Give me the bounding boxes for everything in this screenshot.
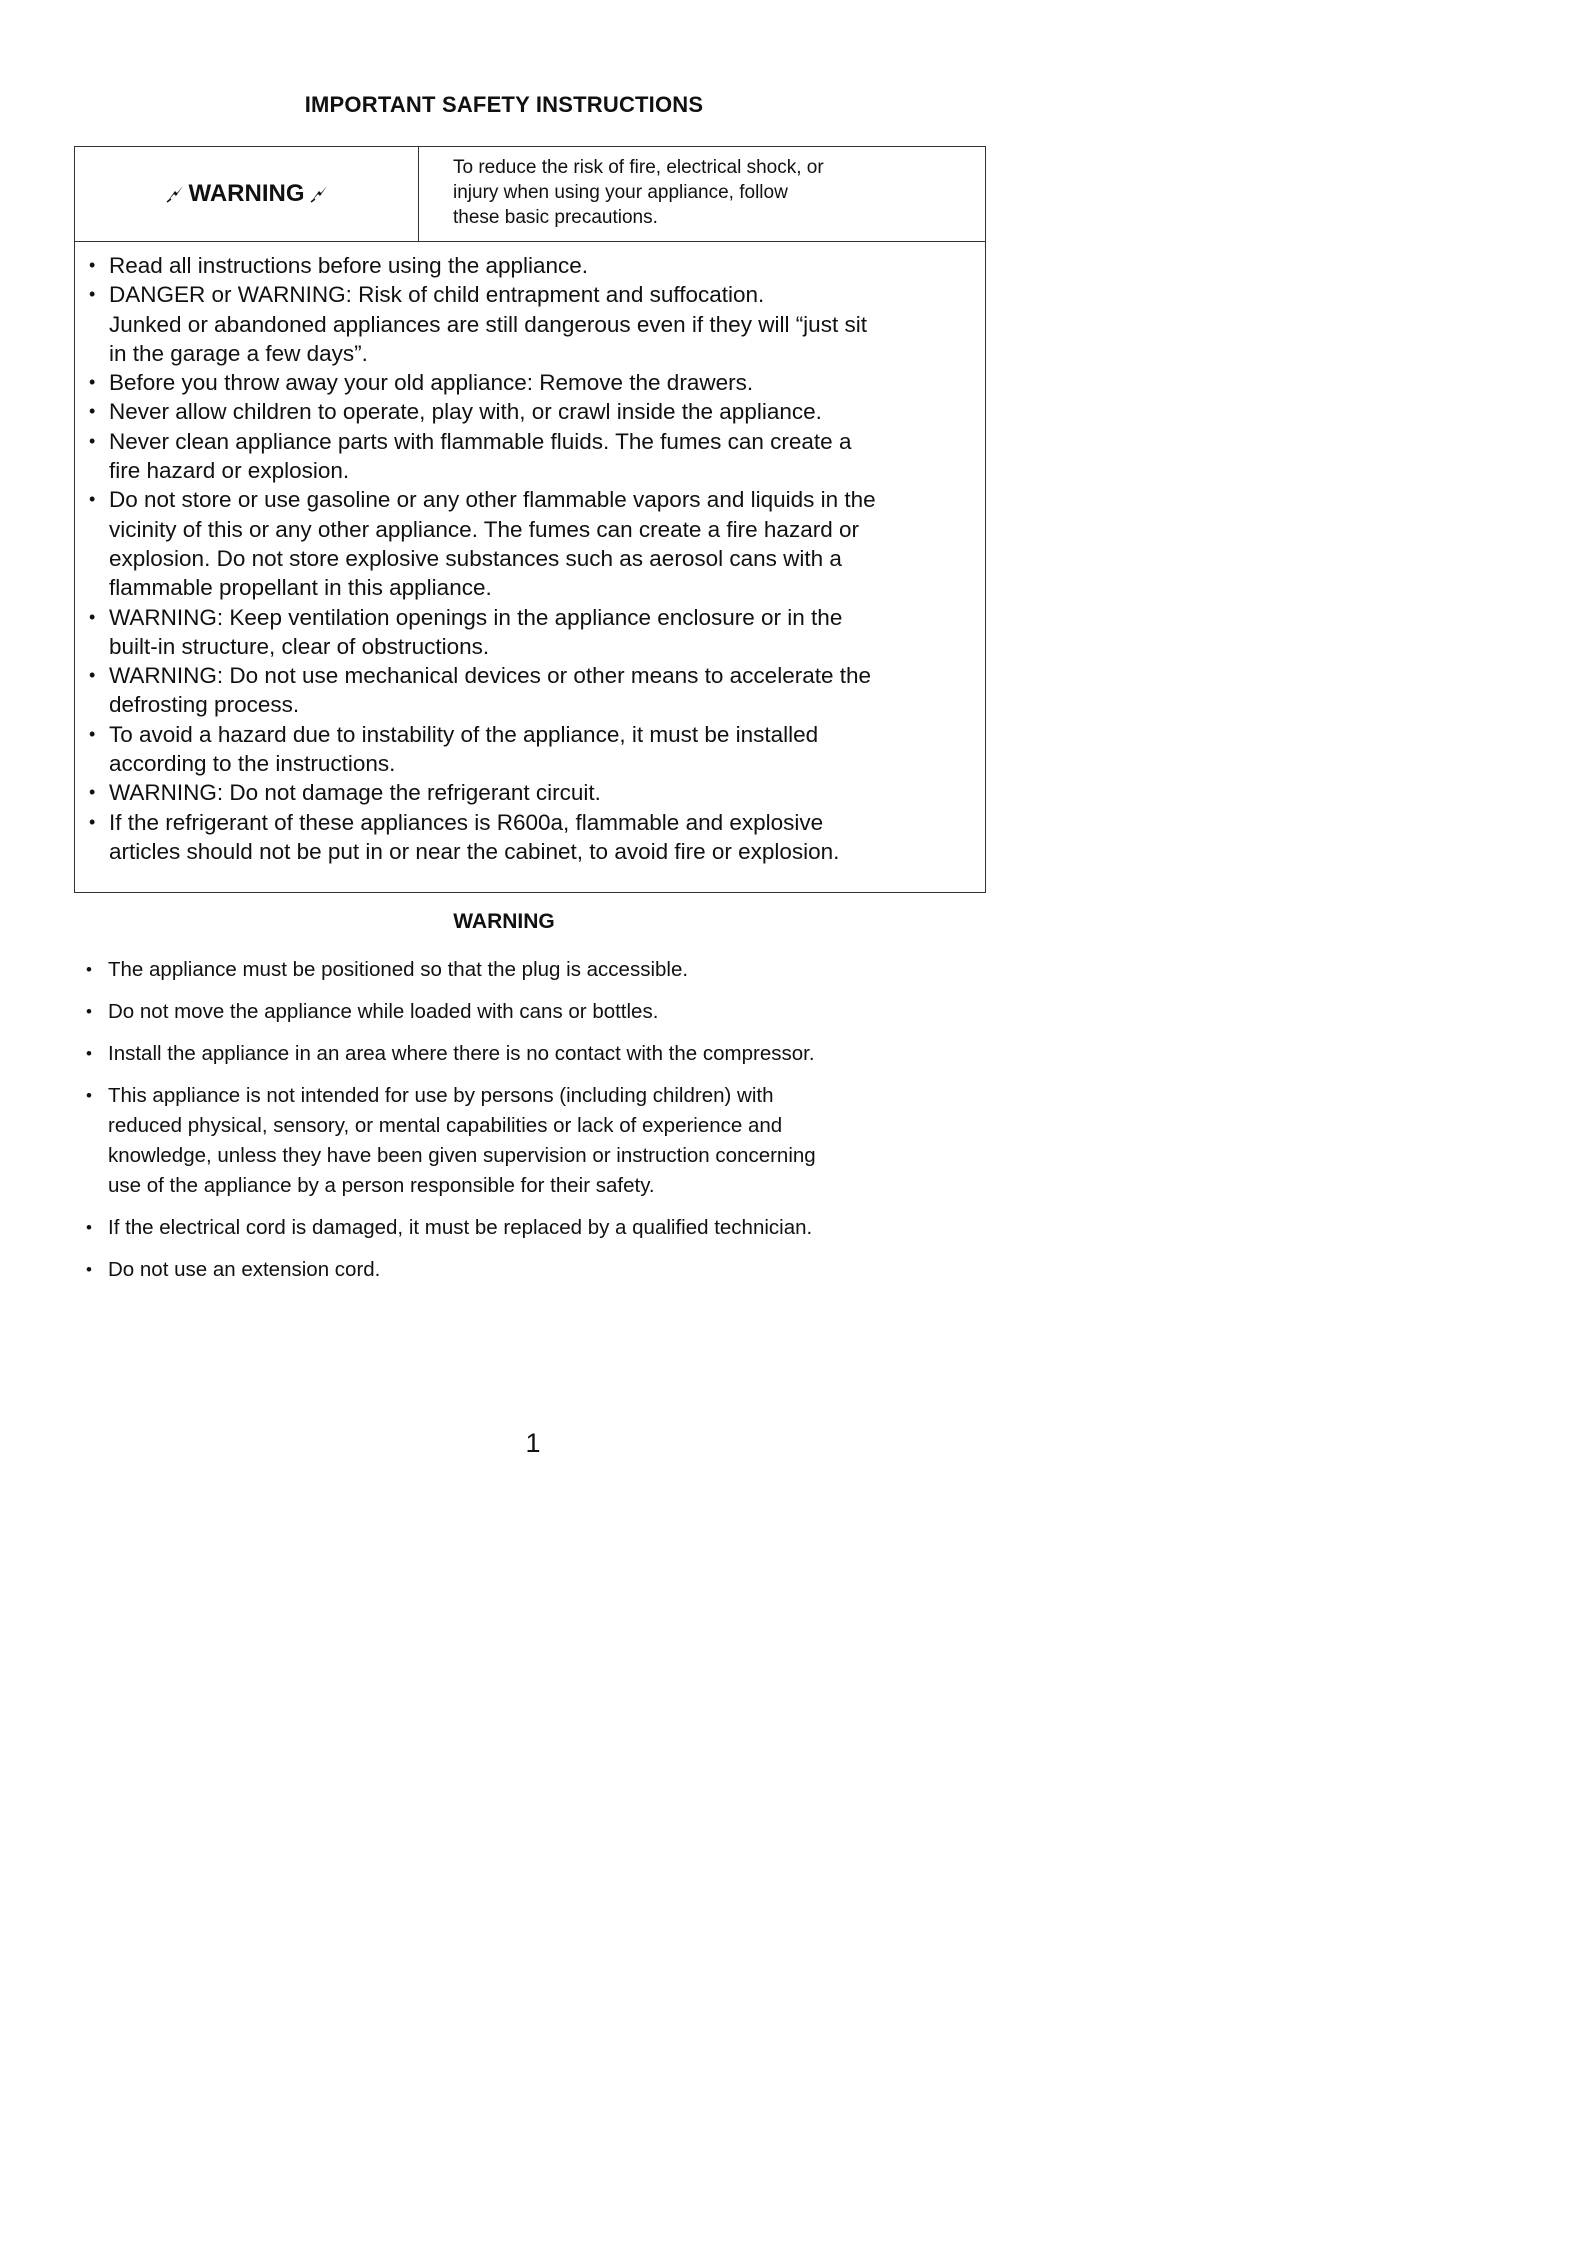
list-item xyxy=(87,251,977,280)
list-item xyxy=(86,1081,986,1201)
list-item-line: • The appliance must be positioned so that the plug is accessible. xyxy=(108,958,689,981)
list-item-line: fire hazard or explosion. xyxy=(109,458,350,484)
list-item xyxy=(87,485,977,602)
list-item xyxy=(87,661,977,720)
list-item-line: • Do not move the appliance while loaded with cans or bottles. xyxy=(108,1000,659,1023)
list-item xyxy=(86,955,986,985)
list-item-line: • WARNING: Do not use mechanical devices or other means to accelerate the xyxy=(109,663,872,689)
warning-list xyxy=(86,955,986,1297)
list-item xyxy=(87,427,977,486)
list-item xyxy=(87,808,977,867)
list-item xyxy=(87,280,977,368)
list-item-line: • If the electrical cord is damaged, it must be replaced by a qualified technician. xyxy=(108,1216,813,1239)
precaution-line: injury when using your appliance, follow xyxy=(453,182,788,203)
list-item-line: use of the appliance by a person responsible for their safety. xyxy=(108,1174,655,1197)
list-item-line: • Install the appliance in an area where there is no contact with the compressor. xyxy=(108,1042,815,1065)
list-item xyxy=(86,1039,986,1069)
list-item xyxy=(86,997,986,1027)
list-item-line: • DANGER or WARNING: Risk of child entrapment and suffocation. xyxy=(109,282,765,308)
lightning-bolt-icon xyxy=(308,183,330,205)
list-item-line: explosion. Do not store explosive substances such as aerosol cans with a xyxy=(109,545,842,571)
list-item-line: defrosting process. xyxy=(109,692,300,718)
list-item-line: built-in structure, clear of obstructions. xyxy=(109,633,490,659)
list-item xyxy=(87,778,977,807)
precaution-line: these basic precautions. xyxy=(453,207,658,228)
list-item xyxy=(87,397,977,426)
list-item-line: articles should not be put in or near the cabinet, to avoid fire or explosion. xyxy=(109,838,840,864)
list-item-line: vicinity of this or any other appliance. The fumes can create a fire hazard or xyxy=(109,516,859,542)
list-item-line: flammable propellant in this appliance. xyxy=(109,575,492,601)
list-item xyxy=(86,1213,986,1243)
warning-precautions-text xyxy=(453,155,953,230)
list-item-line: according to the instructions. xyxy=(109,751,396,777)
list-item-line: • Never clean appliance parts with flammable fluids. The fumes can create a xyxy=(109,428,852,454)
list-item-line: • This appliance is not intended for use by persons (including children) with xyxy=(108,1084,774,1107)
list-item-line: knowledge, unless they have been given supervision or instruction concerning xyxy=(108,1144,816,1167)
safety-instructions-list xyxy=(87,251,977,866)
list-item-line: in the garage a few days”. xyxy=(109,340,368,366)
warning-label: WARNING xyxy=(188,180,305,207)
page-title: IMPORTANT SAFETY INSTRUCTIONS xyxy=(304,92,704,117)
list-item-line: • Before you throw away your old appliance: Remove the drawers. xyxy=(109,370,754,396)
list-item-line: • To avoid a hazard due to instability of the appliance, it must be installed xyxy=(109,721,819,747)
list-item-line: • WARNING: Keep ventilation openings in the appliance enclosure or in the xyxy=(109,604,843,630)
list-item-line: reduced physical, sensory, or mental capabilities or lack of experience and xyxy=(108,1114,783,1137)
warning-box-header xyxy=(75,147,985,242)
list-item-line: • If the refrigerant of these appliances is R600a, flammable and explosive xyxy=(109,809,824,835)
list-item xyxy=(86,1255,986,1285)
safety-warning-box xyxy=(74,146,986,893)
list-item-line: • Read all instructions before using the appliance. xyxy=(109,253,589,278)
precaution-line: To reduce the risk of fire, electrical shock, or xyxy=(453,157,824,178)
list-item xyxy=(87,720,977,779)
list-item-line: • Do not use an extension cord. xyxy=(108,1258,381,1281)
list-item xyxy=(87,368,977,397)
warning-heading: WARNING xyxy=(453,910,555,933)
list-item-line: • Do not store or use gasoline or any other flammable vapors and liquids in the xyxy=(109,487,876,513)
list-item-line: • Never allow children to operate, play with, or crawl inside the appliance. xyxy=(109,399,822,425)
list-item-line: • WARNING: Do not damage the refrigerant circuit. xyxy=(109,780,601,806)
lightning-bolt-icon xyxy=(164,183,186,205)
page-number: 1 xyxy=(525,1428,541,1458)
list-item xyxy=(87,603,977,662)
warning-label-cell xyxy=(75,147,419,241)
list-item-line: Junked or abandoned appliances are still dangerous even if they will “just sit xyxy=(109,311,867,337)
